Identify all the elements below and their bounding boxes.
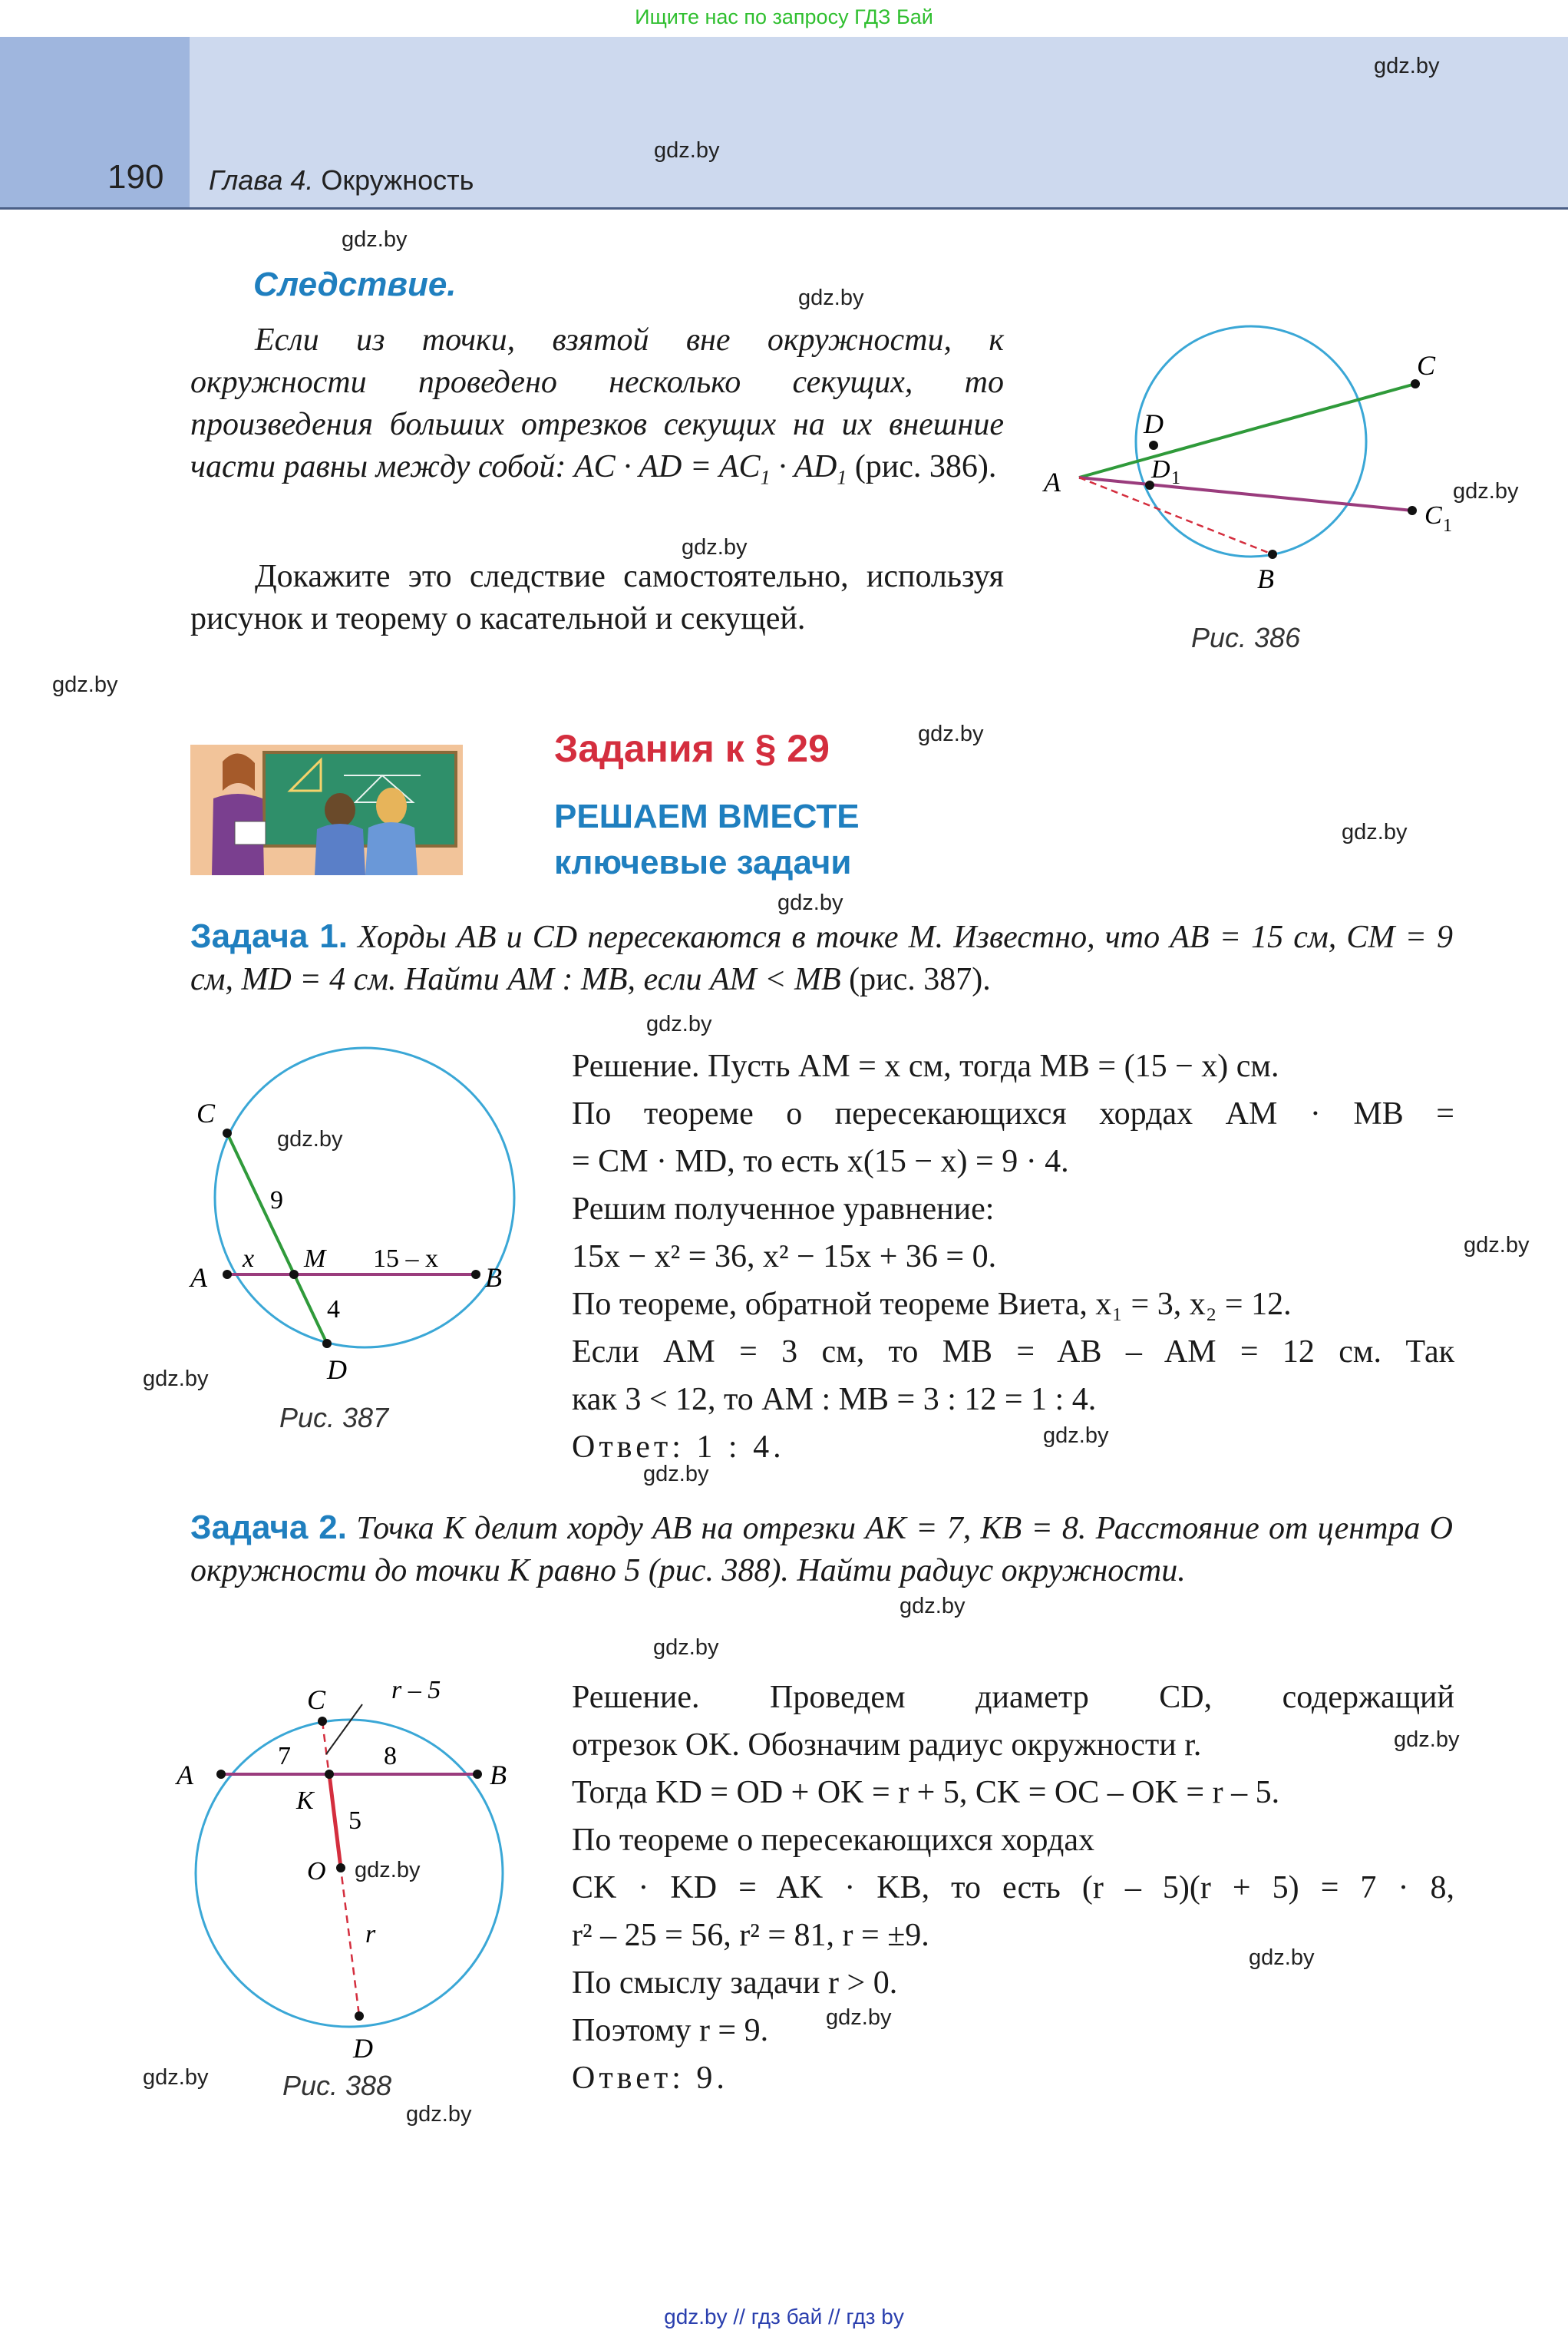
- task1-title: Задача 1.: [190, 917, 348, 955]
- figure-388: [161, 1651, 576, 2081]
- formula-part: · AD: [770, 449, 837, 484]
- watermark: gdz.by: [1453, 479, 1519, 504]
- chapter-title: [209, 164, 474, 197]
- fig388-point-c: [318, 1717, 327, 1726]
- watermark: gdz.by: [1342, 820, 1408, 844]
- fig387-label-c: C: [196, 1098, 216, 1129]
- fig387-point-d: [322, 1339, 332, 1348]
- solution-line: = CM · MD, то есть x(15 − x) = 9 · 4.: [572, 1144, 1069, 1179]
- fig388-caption: Рис. 388: [282, 2070, 392, 2101]
- fig387-label-nine: 9: [270, 1186, 283, 1215]
- solution-answer: Ответ: 1 : 4.: [572, 1429, 785, 1465]
- fig386-point-d: [1149, 441, 1158, 450]
- fig388-label-o: O: [307, 1857, 326, 1886]
- fig386-label-d: D: [1144, 408, 1164, 439]
- fig387-caption: Рис. 387: [279, 1402, 389, 1433]
- watermark: gdz.by: [798, 286, 864, 310]
- fig387-chord-cd: [227, 1133, 327, 1344]
- fig388-circle: [196, 1720, 503, 2027]
- chapter-name: Окружность: [321, 164, 474, 196]
- fig386-label-c1: C: [1424, 501, 1442, 530]
- solution-line: По теореме, обратной теореме Виета, x₁ = 3, x₂ = 12.: [572, 1287, 1292, 1322]
- watermark: gdz.by: [277, 1127, 343, 1152]
- task1-ref: (рис. 387).: [849, 962, 991, 997]
- fig388-segment-ko: [329, 1774, 341, 1868]
- student1-head: [325, 793, 355, 827]
- figure-386: [1028, 307, 1566, 614]
- fig386-tangent-ab: [1079, 478, 1273, 554]
- corollary-text: Если из точки, взятой вне окружности, к окружности проведено несколько секущих, то произведения больших отрезков секущих на их внешние части равны между собой:: [190, 322, 1004, 484]
- fig388-point-b: [473, 1770, 482, 1779]
- watermark: gdz.by: [1394, 1727, 1460, 1752]
- fig388-label-rminus: r – 5: [391, 1676, 441, 1704]
- corollary-statement: [190, 319, 1004, 498]
- fig386-point-b: [1268, 550, 1277, 559]
- watermark: gdz.by: [143, 1367, 209, 1391]
- watermark: gdz.by: [1249, 1945, 1315, 1970]
- fig388-label-d: D: [353, 2033, 373, 2064]
- watermark: gdz.by: [1464, 1233, 1530, 1258]
- tasks-subtitle-2: ключевые задачи: [554, 844, 852, 881]
- fig388-label-k: K: [296, 1786, 314, 1815]
- fig386-circle: [1136, 326, 1366, 557]
- solution-answer: Ответ: 9.: [572, 2061, 728, 2096]
- fig388-pointer-line: [326, 1704, 362, 1754]
- fig388-label-eight: 8: [384, 1742, 397, 1770]
- fig387-label-m: M: [304, 1244, 326, 1273]
- fig386-secant-ac1: [1079, 478, 1412, 511]
- fig386-point-c1: [1408, 506, 1417, 515]
- watermark: gdz.by: [342, 227, 408, 252]
- tasks-subtitle-1: РЕШАЕМ ВМЕСТЕ: [554, 798, 860, 835]
- fig388-label-a: A: [177, 1760, 193, 1790]
- task1-statement: [190, 915, 1453, 1001]
- solution-line: Тогда KD = OD + OK = r + 5, CK = OC – OK = r – 5.: [572, 1775, 1280, 1810]
- formula-part: AC · AD = AC: [573, 449, 761, 484]
- fig387-point-c: [223, 1129, 232, 1138]
- solution-line: как 3 < 12, то AM : MB = 3 : 12 = 1 : 4.: [572, 1382, 1097, 1417]
- solution-line: r² – 25 = 56, r² = 81, r = ±9.: [572, 1918, 929, 1953]
- task2-solution: [572, 1674, 1454, 2102]
- tasks-section-title: Задания к § 29: [554, 727, 830, 770]
- solution-line: По теореме о пересекающихся хордах AM · MB =: [572, 1096, 1454, 1132]
- fig388-label-five: 5: [348, 1806, 361, 1835]
- fig388-label-r: r: [365, 1920, 376, 1948]
- fig388-label-seven: 7: [278, 1742, 291, 1770]
- fig387-point-a: [223, 1270, 232, 1279]
- watermark: gdz.by: [826, 2005, 892, 2030]
- watermark: gdz.by: [654, 138, 720, 163]
- header-rule: [0, 207, 1568, 210]
- watermark: gdz.by: [643, 1462, 709, 1486]
- fig387-label-d: D: [327, 1354, 347, 1385]
- solution-line: Поэтому r = 9.: [572, 2013, 769, 2048]
- task1-solution: [572, 1043, 1454, 1471]
- solution-line: Решим полученное уравнение:: [572, 1191, 995, 1227]
- fig387-point-m: [289, 1270, 299, 1279]
- watermark: gdz.by: [682, 535, 748, 560]
- watermark: gdz.by: [406, 2102, 472, 2127]
- watermark: gdz.by: [777, 891, 843, 915]
- task2-text: Точка K делит хорду AB на отрезки AK = 7, KB = 8. Расстояние от центра O окружности до точки K равно 5 (рис. 388). Найти радиус окружности.: [190, 1511, 1453, 1588]
- classroom-illustration: [190, 745, 463, 875]
- task1-text: Хорды AB и CD пересекаются в точке M. Известно, что AB = 15 см, CM = 9 см, MD = 4 см. Найти AM : MB, если AM < MB: [190, 920, 1454, 997]
- fig387-label-rest: 15 – x: [373, 1244, 438, 1273]
- solution-line: Решение. Проведем диаметр CD, содержащий: [572, 1680, 1454, 1715]
- formula-ref: (рис. 386).: [847, 449, 997, 484]
- page-number: 190: [107, 158, 164, 196]
- watermark: gdz.by: [900, 1594, 966, 1618]
- fig386-caption: Рис. 386: [1191, 622, 1301, 653]
- solution-line: 15x − x² = 36, x² − 15x + 36 = 0.: [572, 1239, 997, 1274]
- fig388-label-c: C: [307, 1684, 326, 1715]
- task2-statement: [190, 1506, 1453, 1592]
- corollary-formula: [573, 449, 847, 489]
- solution-line: По теореме о пересекающихся хордах: [572, 1823, 1095, 1858]
- watermark: gdz.by: [1374, 54, 1440, 78]
- fig386-label-b: B: [1257, 564, 1274, 594]
- fig387-point-b: [471, 1270, 480, 1279]
- watermark: gdz.by: [355, 1858, 421, 1882]
- watermark: gdz.by: [52, 673, 118, 697]
- fig388-point-k: [325, 1770, 334, 1779]
- watermark: gdz.by: [1043, 1423, 1109, 1448]
- fig386-label-c1-sub: 1: [1443, 516, 1452, 536]
- fig388-point-o: [336, 1863, 345, 1872]
- teacher-notebook: [235, 821, 266, 844]
- chapter-label: Глава 4.: [209, 164, 314, 196]
- student1-body: [315, 824, 365, 875]
- fig387-label-four: 4: [327, 1295, 340, 1324]
- corollary-proof-hint: Докажите это следствие самостоятельно, используя рисунок и теорему о касательной и секущей.: [190, 559, 1004, 636]
- task2-title: Задача 2.: [190, 1509, 348, 1546]
- fig388-point-a: [216, 1770, 226, 1779]
- top-banner[interactable]: Ищите нас по запросу ГДЗ Бай: [635, 5, 933, 28]
- footer-links[interactable]: gdz.by // гдз бай // гдз by: [664, 2305, 904, 2328]
- fig386-label-d1: D: [1151, 455, 1170, 484]
- watermark: gdz.by: [646, 1012, 712, 1036]
- watermark: gdz.by: [918, 722, 984, 746]
- fig387-label-b: B: [485, 1262, 502, 1293]
- watermark: gdz.by: [143, 2065, 209, 2090]
- fig388-label-b: B: [490, 1760, 507, 1790]
- formula-sub: 1: [837, 466, 847, 489]
- fig386-label-a: A: [1044, 467, 1061, 497]
- watermark: gdz.by: [653, 1635, 719, 1660]
- solution-line: По смыслу задачи r > 0.: [572, 1965, 898, 2001]
- formula-sub: 1: [760, 466, 771, 489]
- solution-line: Если AM = 3 см, то MB = AB – AM = 12 см. Так: [572, 1334, 1454, 1370]
- solution-line: отрезок OK. Обозначим радиус окружности r.: [572, 1727, 1202, 1763]
- student2-body: [365, 822, 418, 875]
- fig387-circle: [215, 1048, 514, 1347]
- fig386-label-c: C: [1417, 350, 1436, 381]
- solution-line: CK · KD = AK · KB, то есть (r – 5)(r + 5) = 7 · 8,: [572, 1870, 1454, 1905]
- figure-387: [184, 1044, 522, 1405]
- fig387-label-x: x: [243, 1244, 255, 1273]
- student2-head: [376, 788, 407, 825]
- fig388-point-d: [355, 2011, 364, 2021]
- fig387-label-a: A: [190, 1262, 207, 1293]
- corollary-title: Следствие.: [253, 266, 457, 303]
- fig386-label-d1-sub: 1: [1171, 468, 1180, 488]
- solution-line: Решение. Пусть AM = x см, тогда MB = (15 − x) см.: [572, 1049, 1279, 1084]
